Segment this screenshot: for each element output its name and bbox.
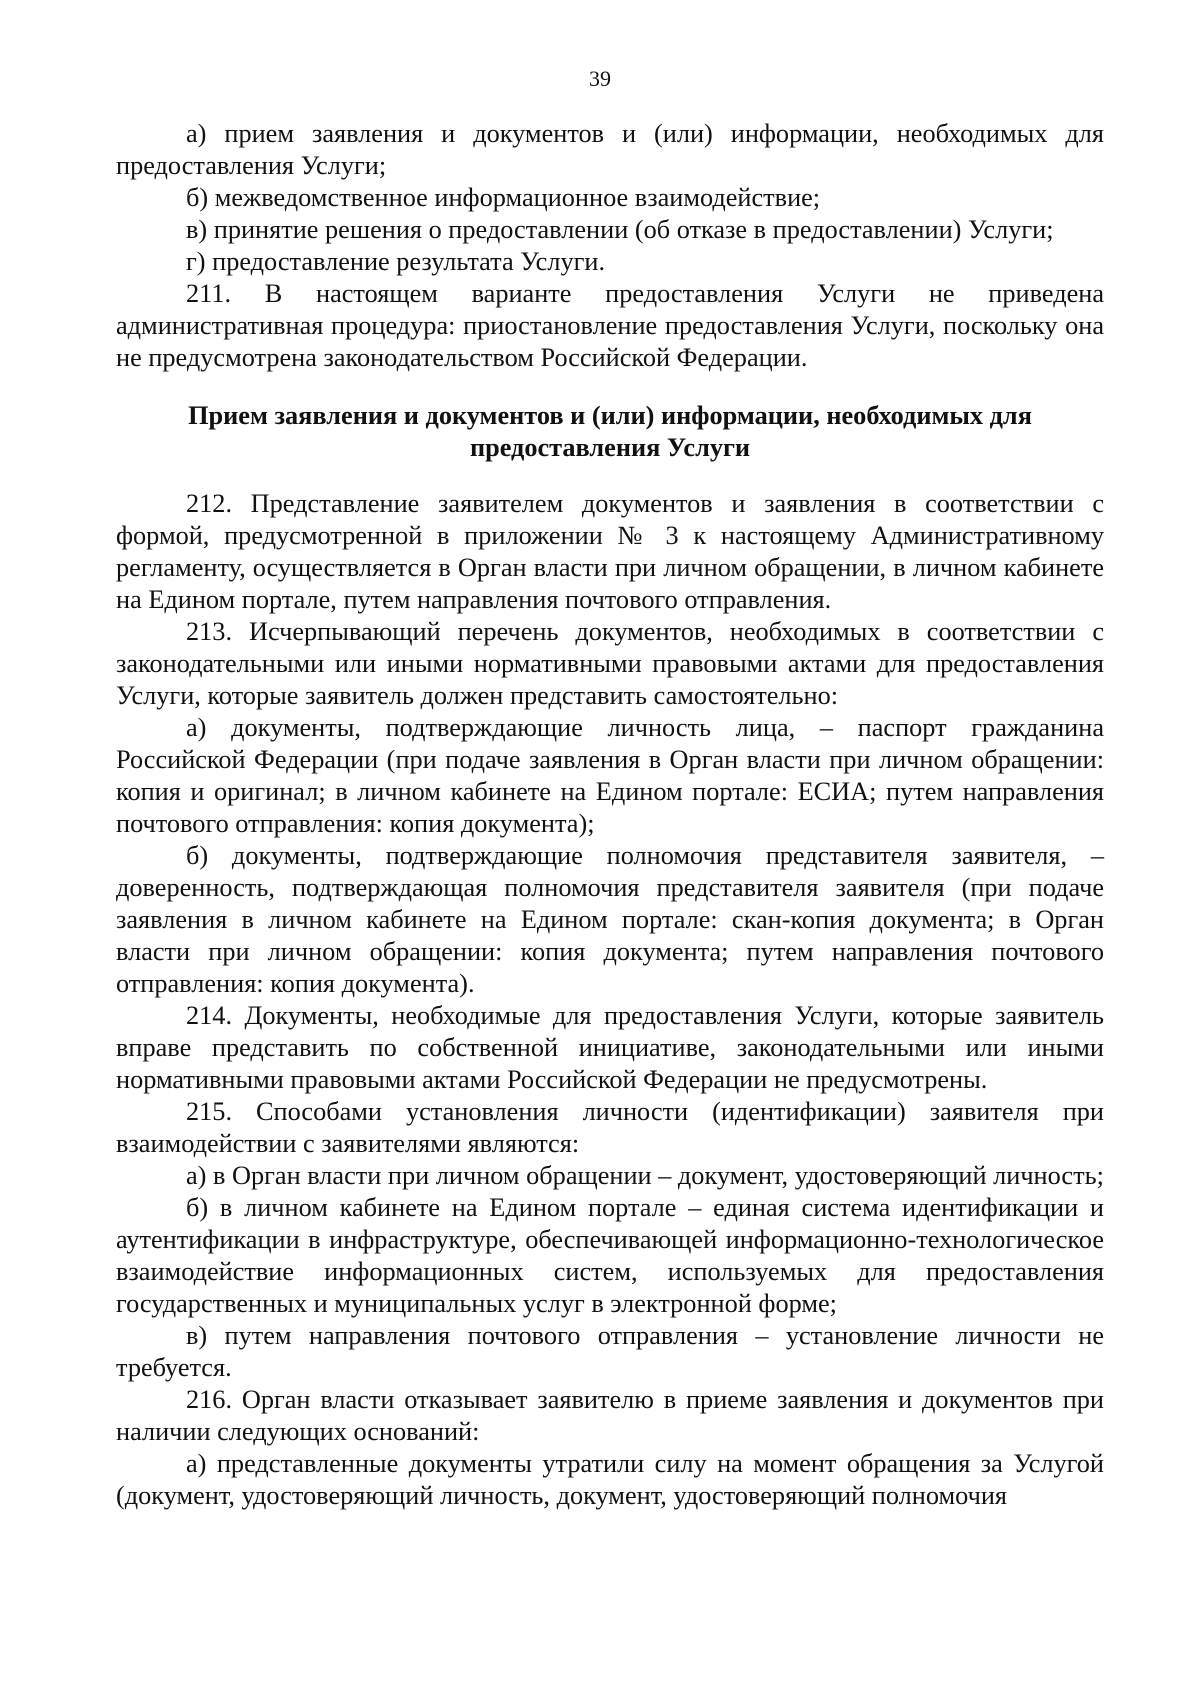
paragraph: 212. Представление заявителем документов и заявления в соответствии с формой, предусмотренной в приложении № 3 к настоящему Административному регламенту, осуществляется в Орган власти при личном обращении, в личном кабинете на Едином портале, путем направления почтового отправления.: [116, 489, 1104, 614]
document-body: [116, 118, 1104, 1512]
paragraph: 214. Документы, необходимые для предоставления Услуги, которые заявитель вправе представить по собственной инициативе, законодательными или иными нормативными правовыми актами Российской Федерации не предусмотрены.: [116, 1001, 1104, 1094]
section-heading-line: Прием заявления и документов и (или) информации, необходимых для: [188, 401, 1032, 430]
paragraph: б) в личном кабинете на Едином портале – единая система идентификации и аутентификации в инфраструктуре, обеспечивающей информационно-технологическое взаимодействие информационных систем, используемых для предоставления государственных и муниципальных услуг в электронной форме;: [116, 1193, 1104, 1318]
paragraph: а) прием заявления и документов и (или) информации, необходимых для предоставления Услуги;: [116, 119, 1104, 180]
paragraph: в) принятие решения о предоставлении (об отказе в предоставлении) Услуги;: [186, 215, 1054, 244]
paragraph: б) документы, подтверждающие полномочия представителя заявителя, – доверенность, подтверждающая полномочия представителя заявителя (при подаче заявления в личном кабинете на Едином портале: скан-копия документа; в Орган власти при личном обращении: копия документа; путем направления почтового отправления: копия документа).: [116, 841, 1104, 998]
paragraph: а) представленные документы утратили силу на момент обращения за Услугой (документ, удостоверяющий личность, документ, удостоверяющий полномочия: [116, 1449, 1104, 1510]
section-heading-line: предоставления Услуги: [469, 433, 751, 462]
page-number: 39: [589, 66, 611, 91]
paragraph: г) предоставление результата Услуги.: [186, 247, 606, 276]
paragraph: 213. Исчерпывающий перечень документов, необходимых в соответствии с законодательными или иными нормативными правовыми актами для предоставления Услуги, которые заявитель должен представить самостоятельно:: [116, 617, 1104, 710]
section-heading: [116, 400, 1104, 464]
paragraph: 216. Орган власти отказывает заявителю в приеме заявления и документов при наличии следующих оснований:: [116, 1385, 1104, 1446]
paragraph: а) в Орган власти при личном обращении – документ, удостоверяющий личность;: [186, 1161, 1104, 1190]
paragraph: в) путем направления почтового отправления – установление личности не требуется.: [116, 1321, 1104, 1382]
paragraph: 215. Способами установления личности (идентификации) заявителя при взаимодействии с заявителями являются:: [116, 1097, 1104, 1158]
paragraph: а) документы, подтверждающие личность лица, – паспорт гражданина Российской Федерации (при подаче заявления в Орган власти при личном обращении: копия и оригинал; в личном кабинете на Едином портале: ЕСИА; путем направления почтового отправления: копия документа);: [116, 713, 1104, 838]
paragraph: 211. В настоящем варианте предоставления Услуги не приведена административная процедура: приостановление предоставления Услуги, поскольку она не предусмотрена законодательством Российской Федерации.: [116, 279, 1104, 372]
paragraph: б) межведомственное информационное взаимодействие;: [186, 183, 821, 212]
